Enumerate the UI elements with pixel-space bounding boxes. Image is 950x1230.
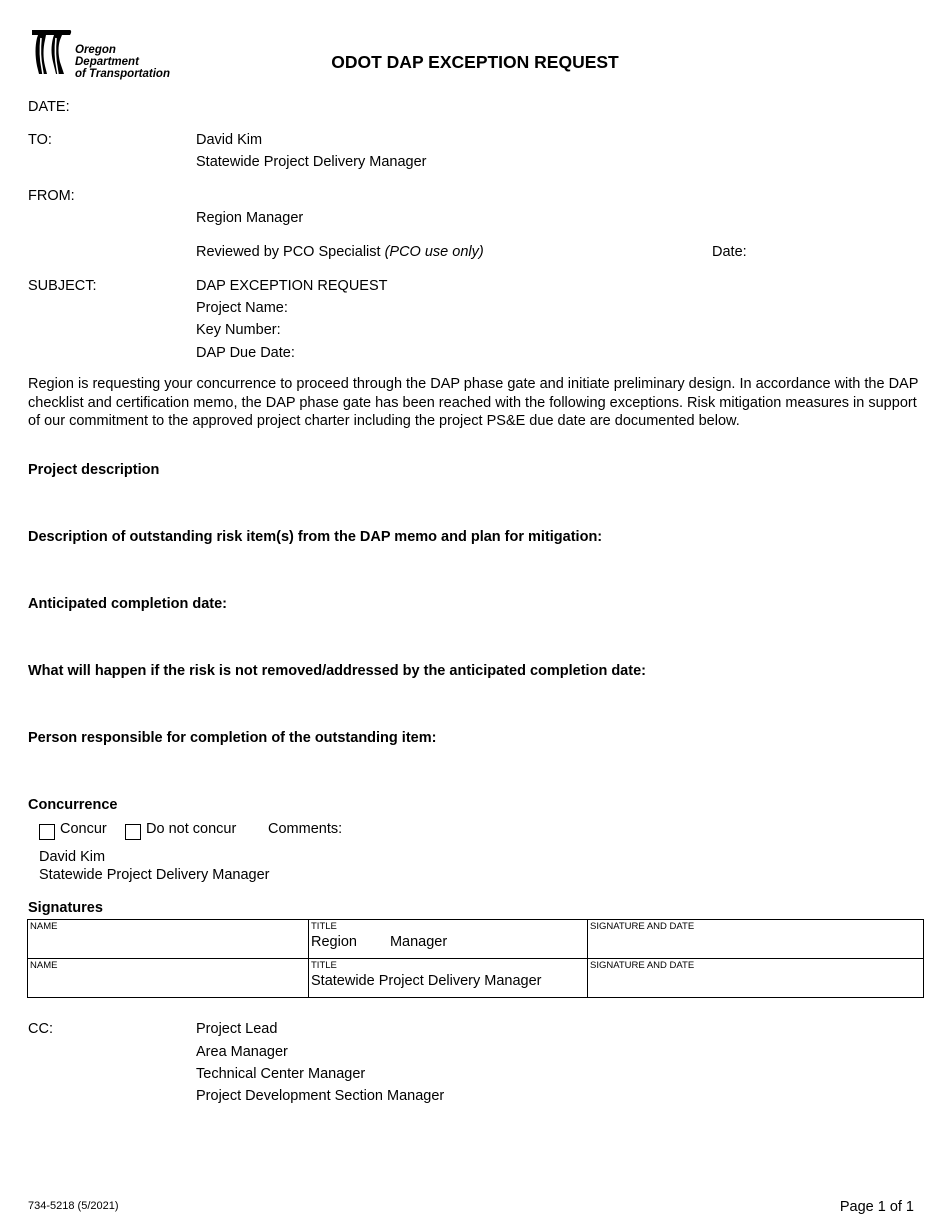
from-label: FROM: xyxy=(28,188,75,204)
date-label: DATE: xyxy=(28,99,70,115)
concurrence-name: David Kim xyxy=(39,849,106,865)
not-concur-label: Do not concur xyxy=(146,821,237,837)
signature-date-label: SIGNATURE AND DATE xyxy=(590,960,695,971)
dap-due-date-label: DAP Due Date: xyxy=(196,345,295,361)
name-label: NAME xyxy=(30,921,58,932)
form-number: 734-5218 (5/2021) xyxy=(28,1200,119,1212)
section-risk-consequence: What will happen if the risk is not removed/addressed by the anticipated completion date: xyxy=(28,663,646,679)
title-value xyxy=(311,934,585,950)
concurrence-title: Statewide Project Delivery Manager xyxy=(39,867,270,883)
concur-checkbox[interactable] xyxy=(39,824,55,840)
not-concur-checkbox[interactable] xyxy=(125,824,141,840)
reviewed-text: Reviewed by PCO Specialist xyxy=(196,244,385,260)
logo-text-line-1: Oregon xyxy=(75,44,116,56)
intro-paragraph: Region is requesting your concurrence to proceed through the DAP phase gate and initiate preliminary design. In accordance with the DAP checklist and certification memo, the DAP phase gate has been reached with the following exceptions. Risk mitigation measures in support of our commitment to the approved project charter including the project PS&E due date are documented below. xyxy=(28,376,919,429)
title-value-part: Region xyxy=(311,934,357,950)
section-risk-items: Description of outstanding risk item(s) from the DAP memo and plan for mitigation: xyxy=(28,529,603,545)
title-value-part: Manager xyxy=(389,934,448,950)
page-title: ODOT DAP EXCEPTION REQUEST xyxy=(331,52,619,72)
cc-item-technical-center-manager: Technical Center Manager xyxy=(196,1066,366,1082)
comments-label: Comments: xyxy=(268,821,343,837)
to-title: Statewide Project Delivery Manager xyxy=(196,154,427,170)
subject-label: SUBJECT: xyxy=(28,278,97,294)
title-cell[interactable] xyxy=(309,959,588,998)
reviewed-date-label: Date: xyxy=(712,244,747,260)
cc-item-area-manager: Area Manager xyxy=(196,1044,288,1060)
logo-text-line-3: of Transportation xyxy=(75,68,170,80)
from-title: Region Manager xyxy=(196,210,304,226)
table-row xyxy=(28,959,924,998)
concur-label: Concur xyxy=(60,821,107,837)
key-number-label: Key Number: xyxy=(196,322,281,338)
signature-date-cell[interactable] xyxy=(588,959,924,998)
title-label: TITLE xyxy=(311,960,337,971)
signatures-heading: Signatures xyxy=(28,900,103,916)
title-value: Statewide Project Delivery Manager xyxy=(311,973,542,989)
project-name-label: Project Name: xyxy=(196,300,288,316)
reviewed-note: (PCO use only) xyxy=(384,244,484,260)
name-cell[interactable] xyxy=(28,920,309,959)
cc-label: CC: xyxy=(28,1021,53,1037)
logo-text-line-2: Department xyxy=(75,56,139,68)
title-label: TITLE xyxy=(311,921,337,932)
table-row xyxy=(28,920,924,959)
section-project-description: Project description xyxy=(28,462,160,478)
signature-table xyxy=(27,919,924,998)
to-name: David Kim xyxy=(196,132,263,148)
cc-item-project-development-section-manager: Project Development Section Manager xyxy=(196,1088,445,1104)
to-label: TO: xyxy=(28,132,52,148)
concurrence-heading: Concurrence xyxy=(28,797,118,813)
cc-item-project-lead: Project Lead xyxy=(196,1021,278,1037)
reviewed-by xyxy=(196,244,484,260)
name-cell[interactable] xyxy=(28,959,309,998)
signature-date-label: SIGNATURE AND DATE xyxy=(590,921,695,932)
page-number: Page 1 of 1 xyxy=(839,1199,914,1215)
name-label: NAME xyxy=(30,960,58,971)
signature-date-cell[interactable] xyxy=(588,920,924,959)
section-person-responsible: Person responsible for completion of the outstanding item: xyxy=(28,730,437,746)
title-cell[interactable] xyxy=(309,920,588,959)
subject-line: DAP EXCEPTION REQUEST xyxy=(196,278,388,294)
section-completion-date: Anticipated completion date: xyxy=(28,596,227,612)
